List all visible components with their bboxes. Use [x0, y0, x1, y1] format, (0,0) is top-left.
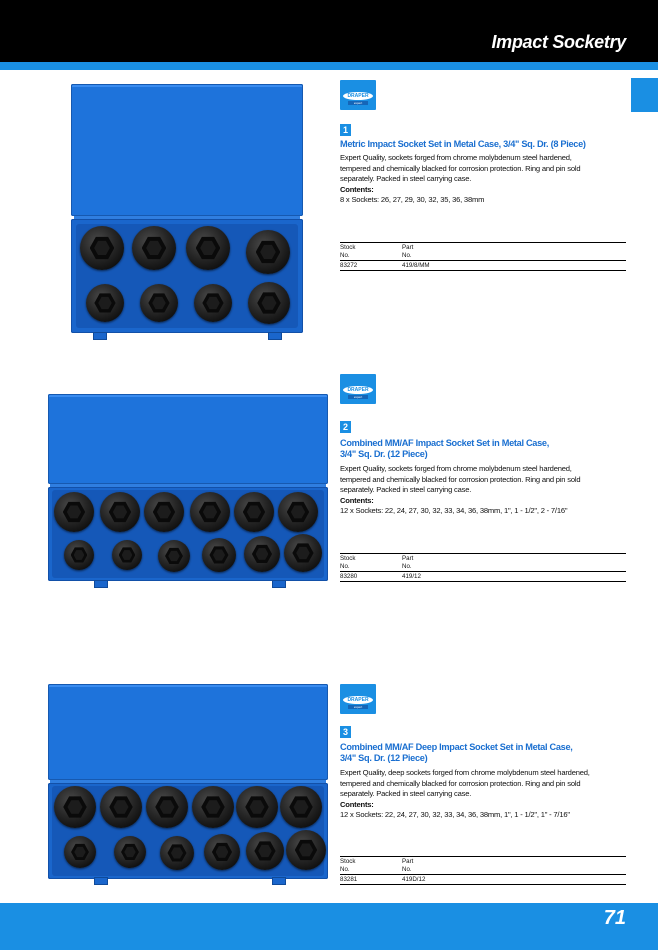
socket — [114, 836, 146, 868]
product-image-12-piece-deep-set — [44, 676, 332, 888]
item-description: Expert Quality, sockets forged from chrome molybdenum steel hardened, tempered and chemically blacked for corrosion protection. Ring and pin sold separately. Packed in steel carrying case. Contents: 8 x Sockets: 26, 27, 29, 30, 32, 35, 36, 38mm — [340, 153, 630, 206]
socket — [236, 786, 278, 828]
contents-label: Contents: — [340, 495, 374, 505]
case-latch — [94, 877, 108, 885]
socket — [146, 786, 188, 828]
socket — [244, 536, 280, 572]
socket — [248, 282, 290, 324]
socket — [286, 830, 326, 870]
socket — [280, 786, 322, 828]
socket — [246, 230, 290, 274]
case-lid — [48, 684, 328, 780]
case-lid — [71, 84, 303, 216]
socket — [100, 786, 142, 828]
stock-number: 83280 — [340, 573, 358, 580]
socket — [186, 226, 230, 270]
draper-expert-logo — [340, 684, 376, 714]
socket — [64, 540, 94, 570]
case-latch — [272, 877, 286, 885]
contents-label: Contents: — [340, 184, 374, 194]
case-latch — [268, 332, 282, 340]
logo-sub: expert — [348, 101, 368, 105]
socket — [54, 492, 94, 532]
logo-word: DRAPER — [347, 93, 369, 99]
case-latch — [272, 580, 286, 588]
contents-list: 8 x Sockets: 26, 27, 29, 30, 32, 35, 36, 38mm — [340, 195, 485, 204]
socket — [246, 832, 284, 870]
socket — [140, 284, 178, 322]
socket — [202, 538, 236, 572]
socket — [190, 492, 230, 532]
item-description: Expert Quality, sockets forged from chrome molybdenum steel hardened, tempered and chemically blacked for corrosion protection. Ring and pin sold separately. Packed in steel carrying case. Contents: 12 x Sockets: 22, 24, 27, 30, 32, 33, 34, 36, 38mm, 1", 1 - 1/2", 2 - 7/16" — [340, 464, 630, 517]
part-number: 419/8/MM — [402, 262, 430, 269]
product-image-12-piece-set — [44, 384, 332, 592]
socket — [192, 786, 234, 828]
contents-list: 12 x Sockets: 22, 24, 27, 30, 32, 33, 34, 36, 38mm, 1", 1 - 1/2", 2 - 7/16" — [340, 506, 568, 515]
socket — [144, 492, 184, 532]
socket — [158, 540, 190, 572]
case-latch — [94, 580, 108, 588]
draper-expert-logo — [340, 80, 376, 110]
page-title: Impact Socketry — [491, 32, 626, 52]
socket — [54, 786, 96, 828]
stock-number: 83272 — [340, 262, 358, 269]
socket — [86, 284, 124, 322]
case-lid — [48, 394, 328, 484]
part-number: 419/12 — [402, 573, 421, 580]
stock-number: 83281 — [340, 876, 358, 883]
section-tab — [631, 78, 658, 112]
contents-label: Contents: — [340, 799, 374, 809]
socket — [132, 226, 176, 270]
socket — [160, 836, 194, 870]
logo-sub: expert — [348, 705, 368, 709]
part-number: 419D/12 — [402, 876, 426, 883]
item-description: Expert Quality, deep sockets forged from chrome molybdenum steel hardened, tempered and chemically blacked for corrosion protection. Ring and pin sold separately. Packed in steel carrying case. Contents: 12 x Sockets: 22, 24, 27, 30, 32, 33, 34, 36, 38mm, 1", 1 - 1/2", 1" - 7/16" — [340, 768, 630, 821]
item-title: Combined MM/AF Impact Socket Set in Metal Case, 3/4" Sq. Dr. (12 Piece) — [340, 438, 549, 459]
socket — [80, 226, 124, 270]
item-title: Metric Impact Socket Set in Metal Case, 3/4" Sq. Dr. (8 Piece) — [340, 139, 586, 149]
socket — [204, 834, 240, 870]
case-latch — [93, 332, 107, 340]
page-number: 71 — [603, 907, 626, 929]
item-number: 1 — [340, 124, 351, 136]
item-number: 3 — [340, 726, 351, 738]
socket — [64, 836, 96, 868]
logo-word: DRAPER — [347, 697, 369, 703]
logo-sub: expert — [348, 395, 368, 399]
logo-word: DRAPER — [347, 387, 369, 393]
socket — [194, 284, 232, 322]
item-number: 2 — [340, 421, 351, 433]
item-title: Combined MM/AF Deep Impact Socket Set in Metal Case, 3/4" Sq. Dr. (12 Piece) — [340, 742, 573, 763]
socket — [234, 492, 274, 532]
draper-expert-logo — [340, 374, 376, 404]
contents-list: 12 x Sockets: 22, 24, 27, 30, 32, 33, 34, 36, 38mm, 1", 1 - 1/2", 1" - 7/16" — [340, 810, 570, 819]
footer-bar — [0, 903, 658, 950]
product-image-8-piece-set — [68, 84, 306, 346]
socket — [278, 492, 318, 532]
socket — [284, 534, 322, 572]
header-stripe — [0, 62, 658, 70]
socket — [100, 492, 140, 532]
socket — [112, 540, 142, 570]
